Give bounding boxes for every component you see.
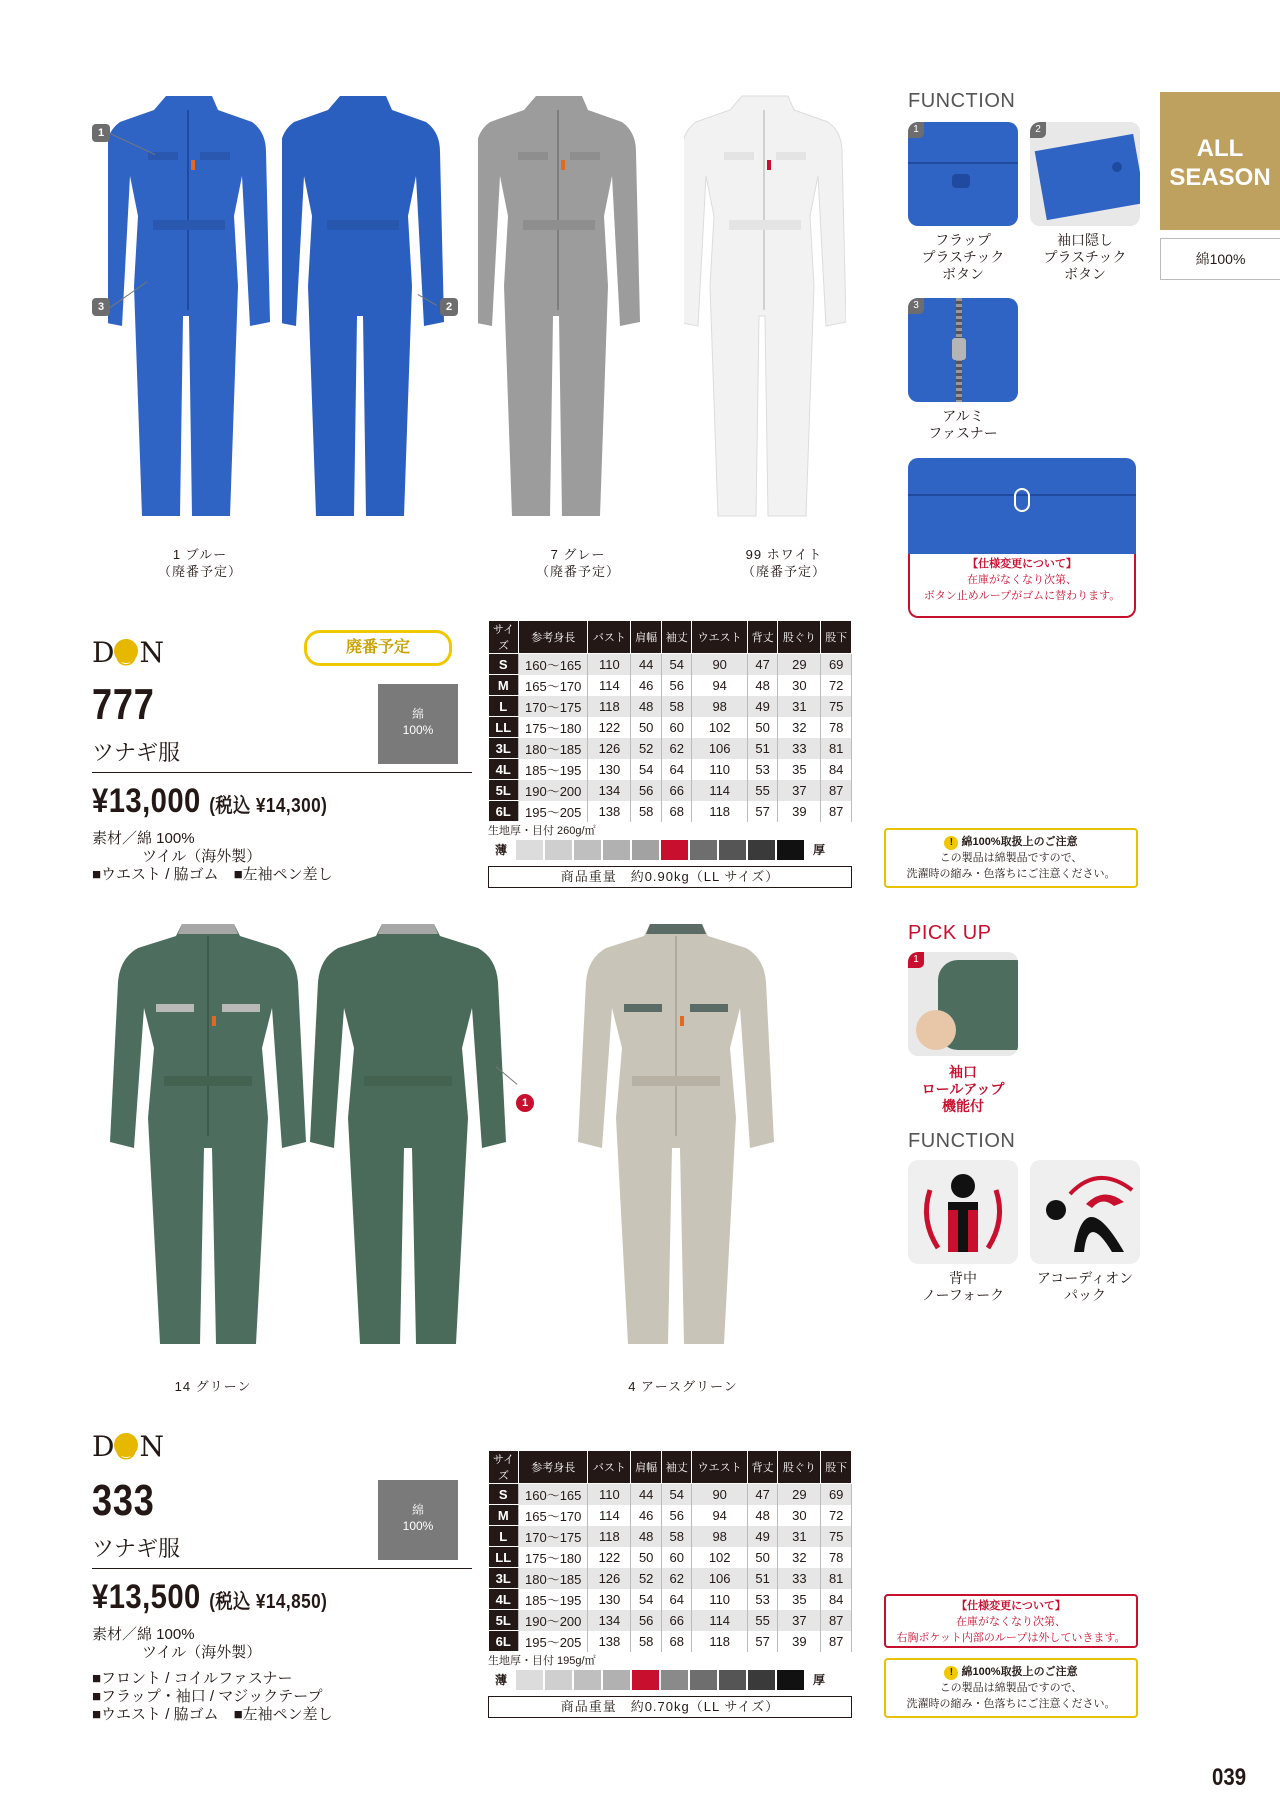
measurement-cell: 64 [661,759,692,780]
measurement-cell: 118 [692,1631,747,1652]
thickness-step [603,840,630,860]
thickness-step [603,1670,630,1690]
measurement-cell: 48 [747,1505,778,1526]
material-spec: 素材／綿 100% ツイル（海外製） ■ウエスト / 脇ゴム ■左袖ペン差し [92,830,333,883]
color-caption-white: 99 ホワイト （廃番予定） [741,547,826,579]
thick-label: 厚 [806,840,832,860]
measurement-cell: 48 [631,696,662,717]
measurement-cell: 49 [747,696,778,717]
callout-badge: 1 [516,1094,534,1112]
measurement-cell: 81 [821,1568,852,1589]
thickness-step [516,840,543,860]
norfolk-back-icon [908,1160,1018,1264]
measurement-cell: 110 [692,759,747,780]
callout-badge: 3 [92,298,110,316]
function-caption: フラップ プラスチック ボタン [921,232,1005,282]
measurement-cell: 50 [747,1547,778,1568]
measurement-cell: 110 [588,1484,631,1505]
measurement-cell: 106 [692,1568,747,1589]
measurement-cell: 55 [747,780,778,801]
measurement-cell: 48 [747,675,778,696]
thickness-step [574,840,601,860]
measurement-cell: 57 [747,1631,778,1652]
size-table-row [489,654,852,675]
size-table-row [489,1484,852,1505]
measurement-cell: 52 [631,738,662,759]
measurement-cell: 39 [778,801,821,822]
thickness-step [661,1670,688,1690]
care-notice: ! 綿100%取扱上のご注意 この製品は綿製品ですので、 洗濯時の縮み・色落ちにご注意ください。 [884,1658,1138,1718]
measurement-cell: 114 [588,1505,631,1526]
warning-icon: ! [944,1666,958,1680]
coverall-blue-front-photo [108,92,270,532]
measurement-cell: 57 [747,801,778,822]
measurement-cell: 46 [631,1505,662,1526]
measurement-cell: 33 [778,1568,821,1589]
measurement-cell: 47 [747,1484,778,1505]
measurement-cell: 58 [661,696,692,717]
size-table-header: サイズ 参考身長 バスト 肩幅 袖丈 ウエスト 背丈 股ぐり 股下 [489,1451,852,1484]
measurement-cell: 170～175 [519,1526,588,1547]
thickness-step [516,1670,543,1690]
size-table-row [489,1526,852,1547]
function-heading: FUNCTION [908,90,1016,112]
measurement-cell: 87 [821,1631,852,1652]
color-caption-green: 14 グリーン [174,1379,252,1394]
thickness-step [777,1670,804,1690]
measurement-cell: 122 [588,1547,631,1568]
measurement-cell: 46 [631,675,662,696]
thickness-step [690,840,717,860]
measurement-cell: 81 [821,738,852,759]
season-tab: ALL SEASON [1160,92,1280,230]
size-table-row [489,1589,852,1610]
size-cell: 5L [489,1610,519,1631]
measurement-cell: 78 [821,717,852,738]
thickness-step [574,1670,601,1690]
measurement-cell: 47 [747,654,778,675]
size-table-row [489,759,852,780]
measurement-cell: 44 [631,654,662,675]
measurement-cell: 30 [778,675,821,696]
product-weight: 商品重量 約0.90kg（LL サイズ） [488,866,852,888]
callout-badge: 1 [92,124,110,142]
size-table-row [489,780,852,801]
pickup-heading: PICK UP [908,922,992,944]
size-table-333 [488,1450,852,1652]
warning-icon: ! [944,836,958,850]
measurement-cell: 114 [692,780,747,801]
thickness-step [690,1670,717,1690]
model-number: 333 [92,1476,155,1525]
size-table-row [489,1568,852,1589]
measurement-cell: 29 [778,1484,821,1505]
measurement-cell: 110 [588,654,631,675]
measurement-cell: 75 [821,1526,852,1547]
season-material: 綿100% [1160,238,1280,280]
measurement-cell: 126 [588,1568,631,1589]
measurement-cell: 60 [661,717,692,738]
measurement-cell: 29 [778,654,821,675]
measurement-cell: 66 [661,1610,692,1631]
measurement-cell: 114 [588,675,631,696]
measurement-cell: 53 [747,759,778,780]
measurement-cell: 90 [692,1484,747,1505]
thick-label: 厚 [806,1670,832,1690]
divider [92,1568,472,1569]
coverall-green-front-photo [108,920,308,1360]
measurement-cell: 180～185 [519,1568,588,1589]
brand-logo: DO N [92,636,163,672]
measurement-cell: 122 [588,717,631,738]
brand-logo: DO N [92,1430,163,1466]
function-caption: 袖口隠し プラスチック ボタン [1043,232,1127,282]
measurement-cell: 126 [588,738,631,759]
pickup-caption: 袖口 ロールアップ 機能付 [921,1064,1005,1114]
thickness-step [632,1670,659,1690]
coverall-gray-front-photo [478,92,640,532]
coverall-blue-back-photo [282,92,444,532]
measurement-cell: 190～200 [519,780,588,801]
thickness-step [632,840,659,860]
measurement-cell: 102 [692,1547,747,1568]
size-table-row [489,1547,852,1568]
size-cell: 6L [489,1631,519,1652]
measurement-cell: 87 [821,1610,852,1631]
thickness-step [545,1670,572,1690]
thickness-step [777,840,804,860]
measurement-cell: 52 [631,1568,662,1589]
measurement-cell: 31 [778,1526,821,1547]
fabric-badge: 綿 100% [378,684,458,764]
coverall-white-front-photo [684,92,846,532]
loop-detail-photo [908,458,1136,558]
product-weight: 商品重量 約0.70kg（LL サイズ） [488,1696,852,1718]
coverall-green-back-photo [308,920,508,1360]
page-number: 039 [1212,1764,1247,1791]
measurement-cell: 138 [588,1631,631,1652]
discontinued-tag: 廃番予定 [304,630,452,666]
measurement-cell: 114 [692,1610,747,1631]
measurement-cell: 50 [747,717,778,738]
measurement-cell: 102 [692,717,747,738]
function-photo-cuff-button: 2 [1030,122,1140,226]
measurement-cell: 56 [661,675,692,696]
thin-label: 薄 [494,1673,507,1687]
measurement-cell: 170～175 [519,696,588,717]
thickness-step [545,840,572,860]
measurement-cell: 195～205 [519,1631,588,1652]
measurement-cell: 58 [661,1526,692,1547]
size-table-row [489,1505,852,1526]
measurement-cell: 68 [661,801,692,822]
size-cell: 6L [489,801,519,822]
thickness-step [748,1670,775,1690]
size-cell: 4L [489,1589,519,1610]
measurement-cell: 54 [661,654,692,675]
size-table-row [489,696,852,717]
measurement-cell: 118 [588,1526,631,1547]
size-table-header: サイズ 参考身長 バスト 肩幅 袖丈 ウエスト 背丈 股ぐり 股下 [489,621,852,654]
measurement-cell: 50 [631,717,662,738]
size-cell: M [489,675,519,696]
function-caption: アルミ ファスナー [928,408,998,441]
measurement-cell: 160～165 [519,1484,588,1505]
size-cell: L [489,1526,519,1547]
fabric-thickness-label: 生地厚・目付 260g/㎡ [488,825,596,837]
measurement-cell: 54 [631,759,662,780]
size-table-row [489,675,852,696]
measurement-cell: 185～195 [519,1589,588,1610]
spec-change-notice: 【仕様変更について】 在庫がなくなり次第、 ボタン止めループがゴムに替わります。 [908,554,1136,618]
coverall-earth-green-front-photo [576,920,776,1360]
measurement-cell: 72 [821,1505,852,1526]
fabric-badge: 綿 100% [378,1480,458,1560]
size-cell: S [489,1484,519,1505]
color-caption-earth-green: 4 アースグリーン [628,1379,738,1394]
measurement-cell: 87 [821,780,852,801]
measurement-cell: 53 [747,1589,778,1610]
measurement-cell: 66 [661,780,692,801]
measurement-cell: 60 [661,1547,692,1568]
measurement-cell: 33 [778,738,821,759]
thickness-step [719,1670,746,1690]
measurement-cell: 62 [661,738,692,759]
thickness-step [719,840,746,860]
measurement-cell: 94 [692,675,747,696]
accordion-back-icon [1030,1160,1140,1264]
measurement-cell: 39 [778,1631,821,1652]
measurement-cell: 30 [778,1505,821,1526]
measurement-cell: 50 [631,1547,662,1568]
model-number: 777 [92,680,155,729]
size-table-row [489,1631,852,1652]
measurement-cell: 55 [747,1610,778,1631]
measurement-cell: 138 [588,801,631,822]
measurement-cell: 37 [778,780,821,801]
measurement-cell: 165～170 [519,1505,588,1526]
function-photo-zipper: 3 [908,298,1018,402]
measurement-cell: 35 [778,759,821,780]
measurement-cell: 118 [692,801,747,822]
size-cell: M [489,1505,519,1526]
color-caption-gray: 7 グレー （廃番予定） [535,547,620,579]
size-cell: L [489,696,519,717]
price: ¥13,500 (税込 ¥14,850) [92,1578,328,1616]
care-notice: ! 綿100%取扱上のご注意 この製品は綿製品ですので、 洗濯時の縮み・色落ちにご注意ください。 [884,828,1138,888]
model-name: ツナギ服 [92,740,181,765]
measurement-cell: 78 [821,1547,852,1568]
measurement-cell: 185～195 [519,759,588,780]
measurement-cell: 94 [692,1505,747,1526]
thickness-step [748,840,775,860]
measurement-cell: 58 [631,1631,662,1652]
function-heading: FUNCTION [908,1130,1016,1152]
measurement-cell: 84 [821,1589,852,1610]
measurement-cell: 56 [631,1610,662,1631]
measurement-cell: 35 [778,1589,821,1610]
callout-badge: 2 [440,298,458,316]
measurement-cell: 98 [692,1526,747,1547]
measurement-cell: 32 [778,1547,821,1568]
function-caption: アコーディオン パック [1036,1270,1134,1303]
material-spec: 素材／綿 100% ツイル（海外製） ■フロント / コイルファスナー ■フラップ・袖口 / マジックテープ ■ウエスト / 脇ゴム ■左袖ペン差し [92,1626,333,1723]
function-caption: 背中 ノーフォーク [921,1270,1005,1303]
size-cell: 3L [489,1568,519,1589]
measurement-cell: 54 [661,1484,692,1505]
size-cell: 3L [489,738,519,759]
measurement-cell: 175～180 [519,1547,588,1568]
thickness-step [661,840,688,860]
measurement-cell: 69 [821,654,852,675]
measurement-cell: 69 [821,1484,852,1505]
measurement-cell: 110 [692,1589,747,1610]
measurement-cell: 58 [631,801,662,822]
measurement-cell: 44 [631,1484,662,1505]
measurement-cell: 165～170 [519,675,588,696]
size-cell: LL [489,1547,519,1568]
measurement-cell: 118 [588,696,631,717]
measurement-cell: 180～185 [519,738,588,759]
fabric-thickness-scale [488,840,834,862]
size-cell: 4L [489,759,519,780]
measurement-cell: 32 [778,717,821,738]
measurement-cell: 130 [588,759,631,780]
size-table-row [489,717,852,738]
color-caption-blue: 1 ブルー （廃番予定） [157,547,242,579]
size-table-row [489,801,852,822]
measurement-cell: 68 [661,1631,692,1652]
measurement-cell: 175～180 [519,717,588,738]
measurement-cell: 160～165 [519,654,588,675]
measurement-cell: 48 [631,1526,662,1547]
measurement-cell: 87 [821,801,852,822]
measurement-cell: 134 [588,780,631,801]
measurement-cell: 56 [631,780,662,801]
measurement-cell: 195～205 [519,801,588,822]
measurement-cell: 51 [747,1568,778,1589]
measurement-cell: 90 [692,654,747,675]
measurement-cell: 37 [778,1610,821,1631]
measurement-cell: 130 [588,1589,631,1610]
size-cell: 5L [489,780,519,801]
size-table-row [489,738,852,759]
measurement-cell: 49 [747,1526,778,1547]
measurement-cell: 54 [631,1589,662,1610]
price: ¥13,000 (税込 ¥14,300) [92,782,328,820]
measurement-cell: 62 [661,1568,692,1589]
size-table-row [489,1610,852,1631]
function-photo-flap-button: 1 [908,122,1018,226]
measurement-cell: 84 [821,759,852,780]
spec-change-notice: 【仕様変更について】 在庫がなくなり次第、 右胸ポケット内部のループは外していきます。 [884,1594,1138,1648]
measurement-cell: 134 [588,1610,631,1631]
fabric-thickness-label: 生地厚・目付 195g/㎡ [488,1655,596,1667]
divider [92,772,472,773]
measurement-cell: 98 [692,696,747,717]
measurement-cell: 56 [661,1505,692,1526]
measurement-cell: 72 [821,675,852,696]
measurement-cell: 64 [661,1589,692,1610]
measurement-cell: 106 [692,738,747,759]
size-cell: LL [489,717,519,738]
measurement-cell: 75 [821,696,852,717]
model-name: ツナギ服 [92,1536,181,1561]
measurement-cell: 51 [747,738,778,759]
pickup-photo-sleeve-rollup: 1 [908,952,1018,1056]
measurement-cell: 190～200 [519,1610,588,1631]
thin-label: 薄 [494,843,507,857]
size-cell: S [489,654,519,675]
measurement-cell: 31 [778,696,821,717]
fabric-thickness-scale [488,1670,834,1692]
size-table-777 [488,620,852,822]
